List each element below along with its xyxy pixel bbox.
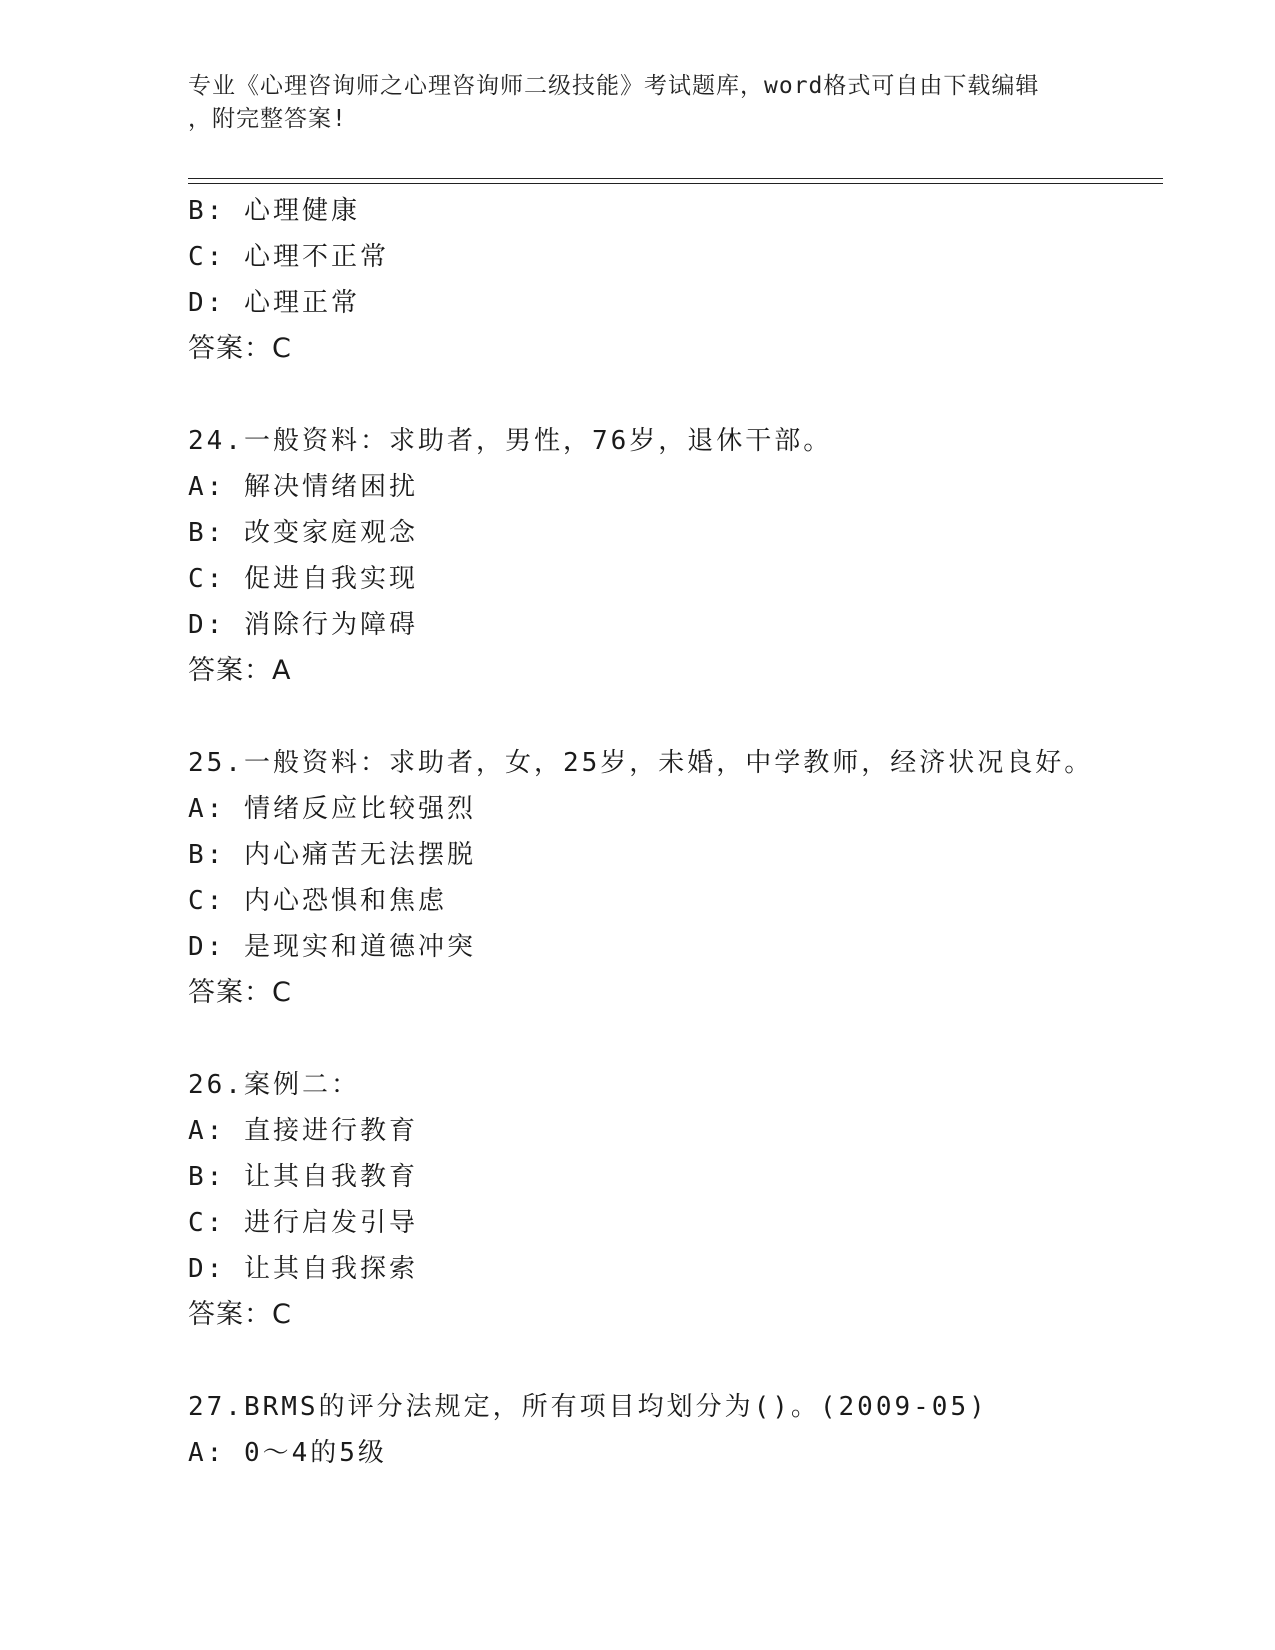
answer-line: 答案：A: [188, 655, 292, 686]
answer-line: 答案：C: [188, 1299, 292, 1330]
document-header: [188, 70, 1088, 136]
option-a: A: 情绪反应比较强烈: [188, 794, 476, 824]
option-c: C: 促进自我实现: [188, 564, 418, 594]
option-c: C: 进行启发引导: [188, 1208, 418, 1238]
option-d: D: 心理正常: [188, 288, 360, 318]
option-c: C: 心理不正常: [188, 242, 389, 272]
answer-line: 答案：C: [188, 977, 292, 1008]
header-divider-bottom: [188, 183, 1163, 184]
header-title-line-1: 专业《心理咨询师之心理咨询师二级技能》考试题库，word格式可自由下载编辑: [188, 73, 1040, 99]
option-b: B: 心理健康: [188, 196, 360, 226]
option-a: A: 0～4的5级: [188, 1438, 387, 1468]
option-c: C: 内心恐惧和焦虑: [188, 886, 447, 916]
question-stem: 25.一般资料：求助者，女，25岁，未婚，中学教师，经济状况良好。: [188, 748, 1094, 778]
option-d: D: 让其自我探索: [188, 1254, 418, 1284]
header-title-line-2: ，附完整答案!: [188, 106, 347, 132]
answer-line: 答案：C: [188, 333, 292, 364]
question-stem: 27.BRMS的评分法规定，所有项目均划分为()。(2009-05): [188, 1392, 988, 1422]
option-a: A: 解决情绪困扰: [188, 472, 418, 502]
option-a: A: 直接进行教育: [188, 1116, 418, 1146]
option-b: B: 内心痛苦无法摆脱: [188, 840, 476, 870]
option-b: B: 改变家庭观念: [188, 518, 418, 548]
question-list: [188, 188, 1148, 1476]
option-d: D: 是现实和道德冲突: [188, 932, 476, 962]
option-d: D: 消除行为障碍: [188, 610, 418, 640]
question-stem: 26.案例二：: [188, 1070, 360, 1100]
header-divider-top: [188, 178, 1163, 179]
question-stem: 24.一般资料：求助者，男性，76岁，退休干部。: [188, 426, 833, 456]
option-b: B: 让其自我教育: [188, 1162, 418, 1192]
